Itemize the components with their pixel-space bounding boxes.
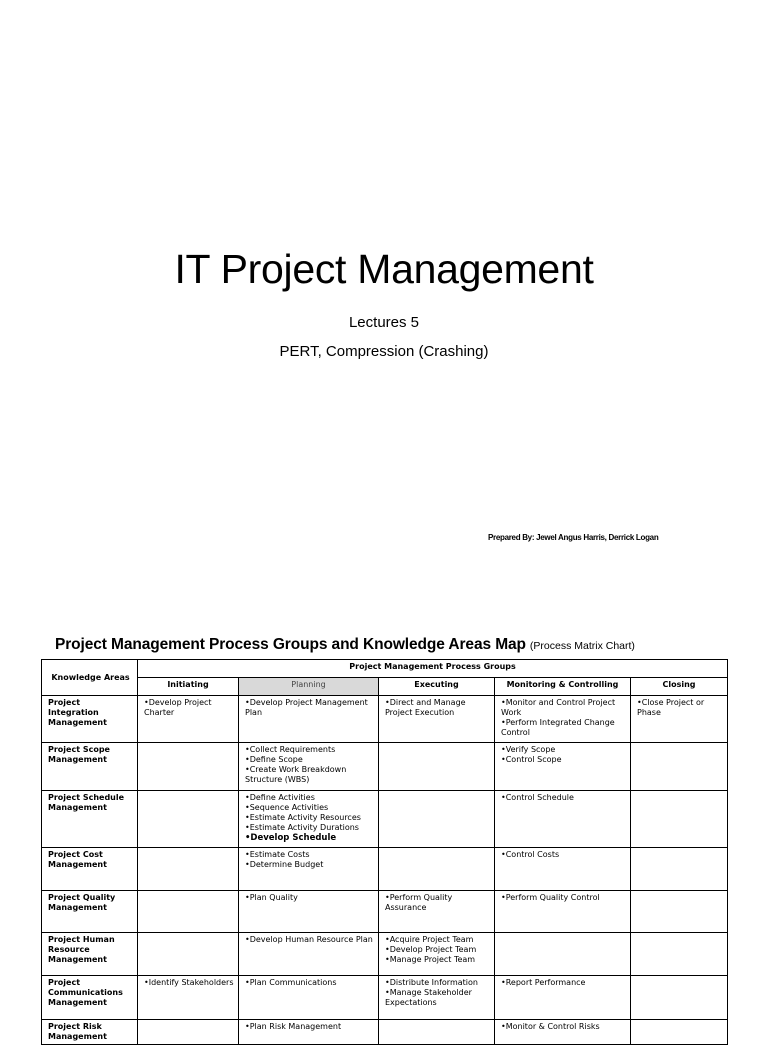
process-cell-initiating	[138, 696, 239, 743]
table-row	[42, 891, 728, 933]
process-cell-initiating	[138, 933, 239, 976]
process-cell-initiating	[138, 1020, 239, 1045]
process-item: •Perform Quality Control	[501, 893, 600, 902]
process-item: •Estimate Costs	[245, 850, 310, 859]
process-item: •Perform Integrated Change Control	[501, 718, 615, 737]
process-item: •Distribute Information	[385, 978, 478, 987]
process-item: •Manage Stakeholder Expectations	[385, 988, 472, 1007]
process-cell-planning	[239, 933, 379, 976]
process-item: •Create Work Breakdown Structure (WBS)	[245, 765, 347, 784]
matrix-title: Project Management Process Groups and Knowledge Areas Map	[55, 636, 526, 653]
process-cell-monitoring-controlling	[495, 743, 631, 791]
process-cell-planning	[239, 791, 379, 848]
process-item: •Direct and Manage Project Execution	[385, 698, 466, 717]
process-item: •Plan Quality	[245, 893, 298, 902]
process-cell-executing	[379, 848, 495, 891]
table-row	[42, 976, 728, 1020]
process-item: •Verify Scope	[501, 745, 556, 754]
knowledge-area-cell: Project Quality Management	[42, 891, 138, 933]
process-item: •Monitor and Control Project Work	[501, 698, 616, 717]
process-cell-executing	[379, 976, 495, 1020]
process-cell-planning	[239, 696, 379, 743]
process-item: •Develop Project Charter	[144, 698, 212, 717]
process-item: •Identify Stakeholders	[144, 978, 234, 987]
process-item: •Sequence Activities	[245, 803, 329, 812]
process-item: •Report Performance	[501, 978, 586, 987]
process-cell-initiating	[138, 976, 239, 1020]
process-cell-closing	[631, 696, 728, 743]
process-item: •Develop Human Resource Plan	[245, 935, 373, 944]
knowledge-area-cell: Project Integration Management	[42, 696, 138, 743]
process-cell-monitoring-controlling	[495, 848, 631, 891]
lecture-number: Lectures 5	[348, 314, 420, 331]
process-item: •Estimate Activity Durations	[245, 823, 359, 832]
process-item: •Define Activities	[245, 793, 315, 802]
knowledge-area-cell: Project Scope Management	[42, 743, 138, 791]
process-item: •Plan Risk Management	[245, 1022, 342, 1031]
process-cell-monitoring-controlling	[495, 791, 631, 848]
slide-title: IT Project Management	[174, 246, 594, 292]
process-item: •Control Schedule	[501, 793, 574, 802]
process-cell-executing	[379, 696, 495, 743]
process-cell-initiating	[138, 743, 239, 791]
process-cell-executing	[379, 743, 495, 791]
process-item: •Collect Requirements	[245, 745, 336, 754]
process-cell-closing	[631, 743, 728, 791]
process-cell-planning	[239, 976, 379, 1020]
process-item: •Plan Communications	[245, 978, 337, 987]
process-matrix-table	[41, 659, 728, 1045]
knowledge-area-cell: Project Schedule Management	[42, 791, 138, 848]
process-cell-closing	[631, 1020, 728, 1045]
process-cell-monitoring-controlling	[495, 976, 631, 1020]
process-cell-planning	[239, 848, 379, 891]
process-item: •Determine Budget	[245, 860, 324, 869]
lecture-topic: PERT, Compression (Crashing)	[279, 343, 489, 360]
process-item: •Perform Quality Assurance	[385, 893, 453, 912]
process-item: •Monitor & Control Risks	[501, 1022, 600, 1031]
process-item: •Develop Project Team	[385, 945, 477, 954]
column-header-planning: Planning	[239, 678, 379, 696]
matrix-heading	[55, 636, 635, 654]
process-cell-executing	[379, 1020, 495, 1045]
process-cell-closing	[631, 976, 728, 1020]
process-item: •Estimate Activity Resources	[245, 813, 361, 822]
knowledge-area-cell: Project Human Resource Management	[42, 933, 138, 976]
process-cell-monitoring-controlling	[495, 696, 631, 743]
process-item: •Acquire Project Team	[385, 935, 474, 944]
knowledge-area-cell: Project Cost Management	[42, 848, 138, 891]
process-groups-header: Project Management Process Groups	[138, 660, 728, 678]
process-cell-initiating	[138, 848, 239, 891]
prepared-by: Prepared By: Jewel Angus Harris, Derrick Logan	[488, 533, 659, 542]
column-header-initiating: Initiating	[138, 678, 239, 696]
table-row	[42, 848, 728, 891]
process-item: •Develop Project Management Plan	[245, 698, 368, 717]
matrix-body	[42, 696, 728, 1045]
process-item: •Define Scope	[245, 755, 303, 764]
table-row	[42, 743, 728, 791]
process-cell-closing	[631, 791, 728, 848]
table-row	[42, 1020, 728, 1045]
process-cell-monitoring-controlling	[495, 933, 631, 976]
process-cell-planning	[239, 1020, 379, 1045]
process-cell-executing	[379, 791, 495, 848]
knowledge-area-cell: Project Risk Management	[42, 1020, 138, 1045]
matrix-subtitle: (Process Matrix Chart)	[529, 640, 635, 652]
column-header-executing: Executing	[379, 678, 495, 696]
process-item: •Control Costs	[501, 850, 560, 859]
process-cell-initiating	[138, 891, 239, 933]
process-cell-monitoring-controlling	[495, 891, 631, 933]
process-cell-closing	[631, 848, 728, 891]
process-cell-planning	[239, 891, 379, 933]
process-cell-executing	[379, 891, 495, 933]
process-item: •Manage Project Team	[385, 955, 476, 964]
knowledge-area-cell: Project Communications Management	[42, 976, 138, 1020]
column-header-closing: Closing	[631, 678, 728, 696]
process-item: •Develop Schedule	[245, 833, 337, 843]
process-cell-monitoring-controlling	[495, 1020, 631, 1045]
process-cell-closing	[631, 891, 728, 933]
knowledge-areas-header: Knowledge Areas	[42, 660, 138, 696]
process-item: •Close Project or Phase	[637, 698, 705, 717]
process-cell-executing	[379, 933, 495, 976]
process-cell-planning	[239, 743, 379, 791]
table-row	[42, 696, 728, 743]
table-row	[42, 933, 728, 976]
column-header-monitoring-controlling: Monitoring & Controlling	[495, 678, 631, 696]
table-row	[42, 791, 728, 848]
process-item: •Control Scope	[501, 755, 562, 764]
process-cell-initiating	[138, 791, 239, 848]
process-cell-closing	[631, 933, 728, 976]
